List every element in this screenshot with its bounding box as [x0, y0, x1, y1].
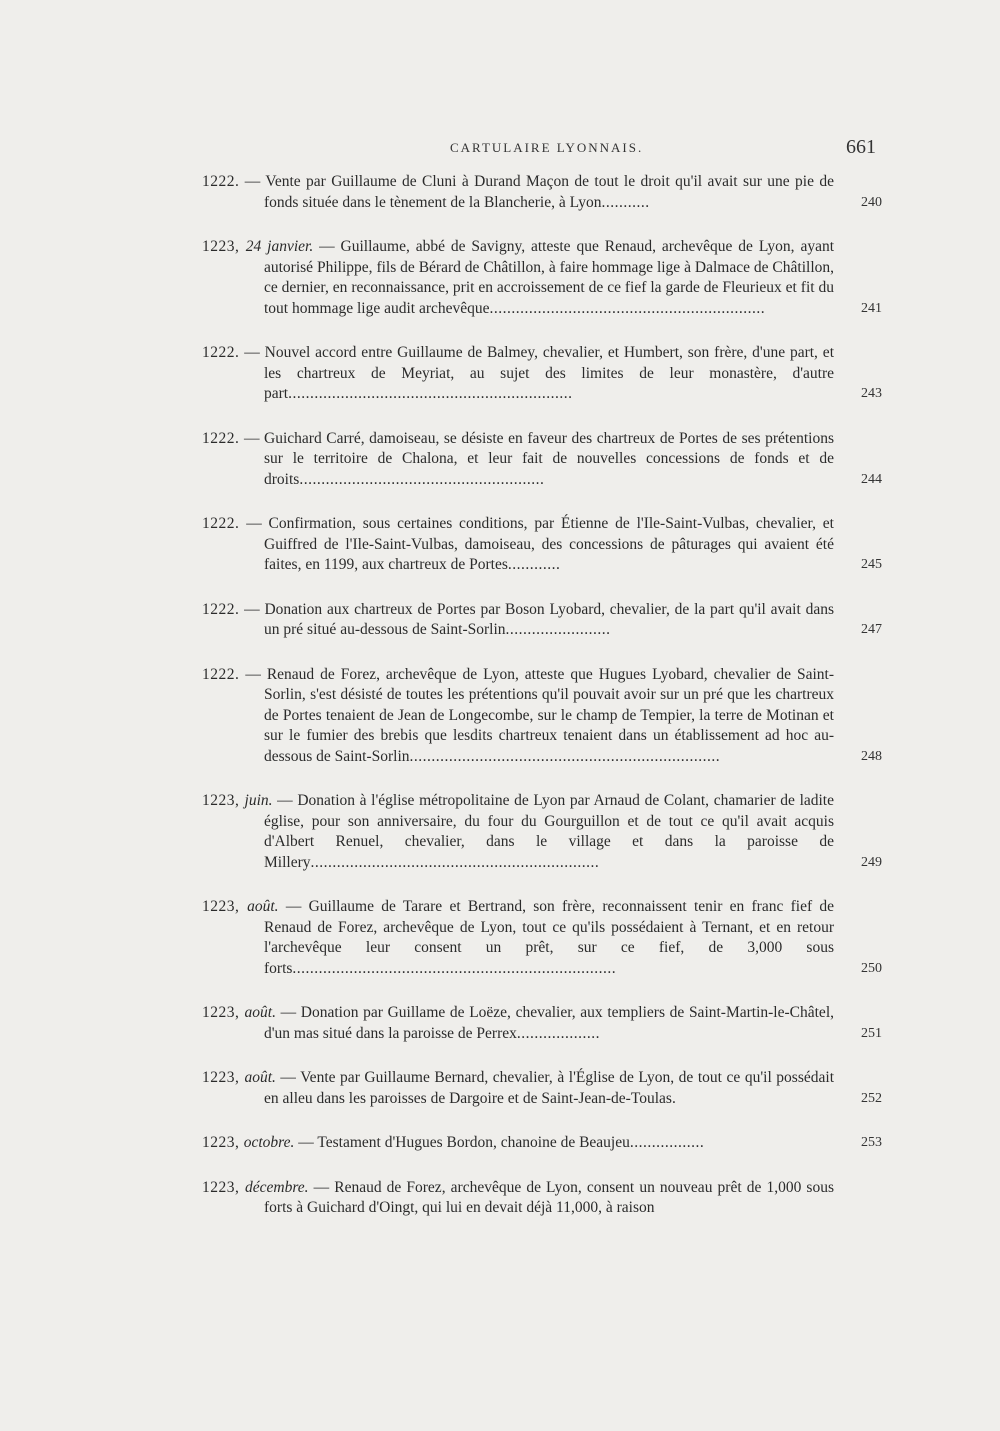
- entry-date: 1223,: [202, 238, 246, 255]
- entry-text: [202, 897, 882, 979]
- entry-reference: 252: [861, 1090, 882, 1106]
- leader-dots: ...........: [601, 193, 650, 211]
- entry-text: [202, 172, 882, 213]
- entry-date: 1223,: [202, 898, 248, 915]
- leader-dots: ............: [507, 556, 561, 573]
- list-item: [202, 237, 882, 319]
- list-item: [202, 1003, 882, 1044]
- entry-reference: 240: [861, 194, 882, 210]
- list-item: [202, 172, 882, 213]
- entry-summary: — Vente par Guillaume Bernard, chevalier, à l'Église de Lyon, de tout ce qu'il possédait en alleu dans les paroisses de Dargoire et de Saint-Jean-de-Toulas.: [264, 1069, 834, 1107]
- leader-dots: .................: [629, 1134, 705, 1151]
- entry-date: 1223,: [202, 1134, 244, 1151]
- leader-dots: ..................................................................: [310, 853, 600, 871]
- entry-reference: 244: [861, 471, 882, 487]
- entry-text: [202, 791, 882, 873]
- entry-date: 1222.: [202, 515, 240, 532]
- entry-text: [202, 237, 882, 319]
- entry-text: [202, 429, 882, 491]
- entry-date: 1222.: [202, 665, 240, 683]
- list-item: [202, 897, 882, 979]
- entry-date: 1223,: [202, 1004, 245, 1021]
- entry-date: 1223,: [202, 1069, 245, 1086]
- entry-date: 1222.: [202, 344, 240, 361]
- entry-summary: — Confirmation, sous certaines conditions, par Étienne de l'Ile-Saint-Vulbas, chevalier, et Guiffred de l'Ile-Saint-Vulbas, damoiseau, des concessions de pâturages qui avaient été faites, en 1199, aux chartreux de Portes: [239, 515, 834, 573]
- entry-reference: 243: [861, 386, 882, 401]
- leader-dots: ........................................................: [299, 470, 545, 488]
- entry-summary: — Donation aux chartreux de Portes par Boson Lyobard, chevalier, de la part qu'il avait dans un pré situé au-dessous de Saint-Sorlin: [239, 600, 834, 638]
- entry-reference: 241: [861, 300, 882, 316]
- list-item: [202, 1133, 882, 1154]
- entry-summary: — Testament d'Hugues Bordon, chanoine de Beaujeu: [294, 1134, 630, 1151]
- entry-date-italic: août.: [244, 1069, 276, 1086]
- list-item: [202, 1068, 882, 1109]
- entry-summary: — Donation par Guillame de Loëze, chevalier, aux templiers de Saint-Martin-le-Châtel, d'un mas situé dans la paroisse de Perrex: [264, 1004, 834, 1042]
- entry-reference: 251: [861, 1025, 882, 1041]
- running-head: [200, 136, 880, 166]
- entry-summary: — Guillaume de Tarare et Bertrand, son frère, reconnaissent tenir en franc fief de Renaud de Forez, archevêque de Lyon, tout ce qu'ils possédaient à Ternant, et en retour l'archevêque leur consent un prêt, sur ce fief, de 3,000 sous forts: [264, 898, 834, 977]
- leader-dots: ...................: [516, 1024, 601, 1042]
- entry-summary: — Renaud de Forez, archevêque de Lyon, atteste que Hugues Lyobard, chevalier de Saint-Sorlin, s'est désisté de toutes les prétentions qu'il pouvait avoir sur un pré que les chartreux de Portes tenaient de Jean de Longecombe, sur le champ de Tempier, la terre de Motinan et sur le fumier des brebis que lesdits chartreux tenaient dans un établissement ad hoc au-dessous de Saint-Sorlin: [239, 665, 834, 765]
- entry-text: [202, 1133, 882, 1154]
- leader-dots: ...............................................................: [489, 299, 766, 317]
- list-item: [202, 1178, 882, 1219]
- entry-text: [202, 1003, 882, 1044]
- entry-text: [202, 1068, 882, 1109]
- entry-reference: 249: [861, 854, 882, 870]
- entry-summary: — Renaud de Forez, archevêque de Lyon, consent un nouveau prêt de 1,000 sous forts à Guichard d'Oingt, qui lui en devait déjà 11,000, à raison: [264, 1178, 834, 1216]
- entry-summary: — Vente par Guillaume de Cluni à Durand Maçon de tout le droit qu'il avait sur une pie de fonds située dans le tènement de la Blancherie, à Lyon: [239, 173, 834, 211]
- list-item: [202, 514, 882, 576]
- entry-reference: 253: [861, 1135, 882, 1150]
- entry-date-italic: août.: [247, 898, 279, 915]
- list-item: [202, 600, 882, 641]
- entry-date: 1223,: [202, 1178, 245, 1196]
- entry-date: 1223,: [202, 792, 245, 809]
- leader-dots: ..........................................................................: [292, 959, 617, 977]
- list-item: [202, 429, 882, 491]
- leader-dots: ........................: [505, 621, 611, 638]
- running-title: CARTULAIRE LYONNAIS.: [450, 140, 644, 155]
- page-number: 661: [846, 136, 876, 158]
- leader-dots: .......................................................................: [409, 747, 721, 765]
- entry-summary: — Guichard Carré, damoiseau, se désiste en faveur des chartreux de Portes de ses prétentions sur le territoire de Chalona, et leur fait de nouvelles concessions de fonds et de droits: [239, 429, 834, 488]
- leader-dots: .................................................................: [288, 385, 573, 402]
- entry-summary: — Guillaume, abbé de Savigny, atteste que Renaud, archevêque de Lyon, ayant autorisé Philippe, fils de Bérard de Châtillon, à faire hommage lige à Dalmace de Châtillon, ce dernier, en reconnaissance, prit en accroissement de ce fief la garde de Fleurieux et fit du tout hommage lige audit archevêque: [264, 238, 835, 317]
- list-item: [202, 665, 882, 768]
- entry-date-italic: août.: [244, 1004, 276, 1021]
- entry-date: 1222.: [202, 429, 240, 447]
- list-item: [202, 791, 882, 873]
- entry-date-italic: décembre.: [244, 1178, 309, 1196]
- entry-text: [202, 600, 882, 641]
- entry-date-italic: octobre.: [243, 1134, 295, 1151]
- entry-date: 1222.: [202, 173, 240, 190]
- entry-text: [202, 514, 882, 576]
- entry-date: 1222.: [202, 600, 240, 618]
- entry-summary: — Nouvel accord entre Guillaume de Balmey, chevalier, et Humbert, son frère, d'une part, et les chartreux de Meyriat, au sujet des limites de leur monastère, d'autre part: [239, 344, 834, 402]
- list-item: [202, 343, 882, 405]
- entry-text: [202, 1178, 882, 1219]
- entry-reference: 250: [861, 960, 882, 976]
- entry-list: [202, 172, 882, 1243]
- entry-reference: 245: [861, 557, 882, 572]
- entry-date-italic: juin.: [244, 792, 273, 809]
- entry-text: [202, 665, 882, 768]
- entry-text: [202, 343, 882, 405]
- entry-reference: 247: [861, 622, 882, 637]
- entry-reference: 248: [861, 748, 882, 764]
- entry-date-italic: 24 janvier.: [245, 238, 314, 255]
- entry-summary: — Donation à l'église métropolitaine de Lyon par Arnaud de Colant, chamarier de ladite église, pour son anniversaire, du four du Gourguillon et de tout ce qu'il avait acquis d'Albert Renuel, chevalier, dans le village et dans la paroisse de Millery: [264, 792, 834, 871]
